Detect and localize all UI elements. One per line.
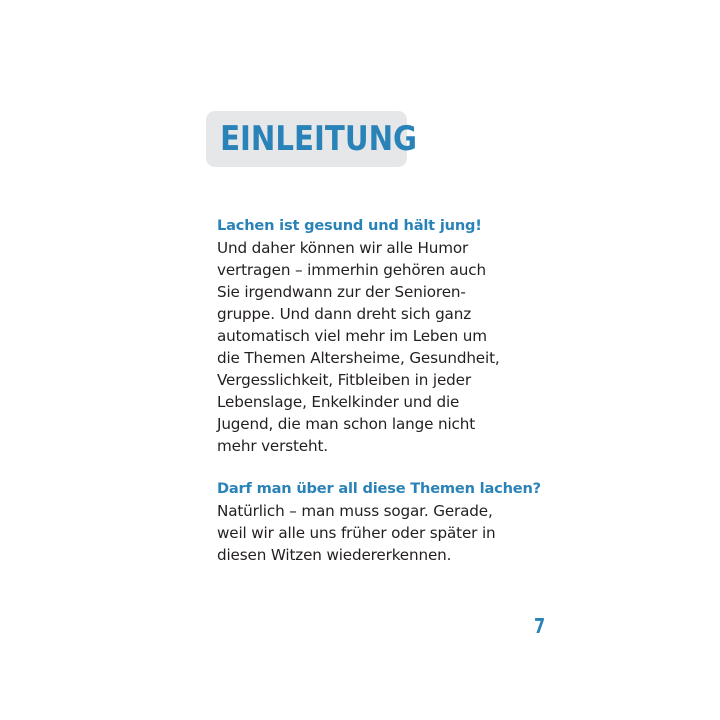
chapter-title: EINLEITUNG <box>220 119 418 159</box>
body-line: Lebenslage, Enkelkinder und die <box>217 393 460 411</box>
body-line: diesen Witzen wiedererkennen. <box>217 546 452 564</box>
question-section <box>217 478 541 566</box>
body-line: vertragen – immerhin gehören auch <box>217 261 486 279</box>
body-line: Vergesslichkeit, Fitbleiben in jeder <box>217 371 471 389</box>
body-line: die Themen Altersheime, Gesundheit, <box>217 349 500 367</box>
body-line: weil wir alle uns früher oder später in <box>217 524 496 542</box>
body-line: automatisch viel mehr im Leben um <box>217 327 487 345</box>
body-line: gruppe. Und dann dreht sich ganz <box>217 305 472 323</box>
body-line: Sie irgendwann zur der Senioren- <box>217 283 466 301</box>
intro-section <box>217 215 517 457</box>
body-line: mehr versteht. <box>217 437 328 455</box>
body-line: Natürlich – man muss sogar. Gerade, <box>217 502 493 520</box>
body-line: Und daher können wir alle Humor <box>217 239 469 257</box>
body-line: Jugend, die man schon lange nicht <box>217 415 476 433</box>
section-subheading: Darf man über all diese Themen lachen? <box>217 480 541 497</box>
section-subheading: Lachen ist gesund und hält jung! <box>217 217 482 234</box>
page-number: 7 <box>534 614 546 638</box>
chapter-title-box <box>206 111 418 167</box>
